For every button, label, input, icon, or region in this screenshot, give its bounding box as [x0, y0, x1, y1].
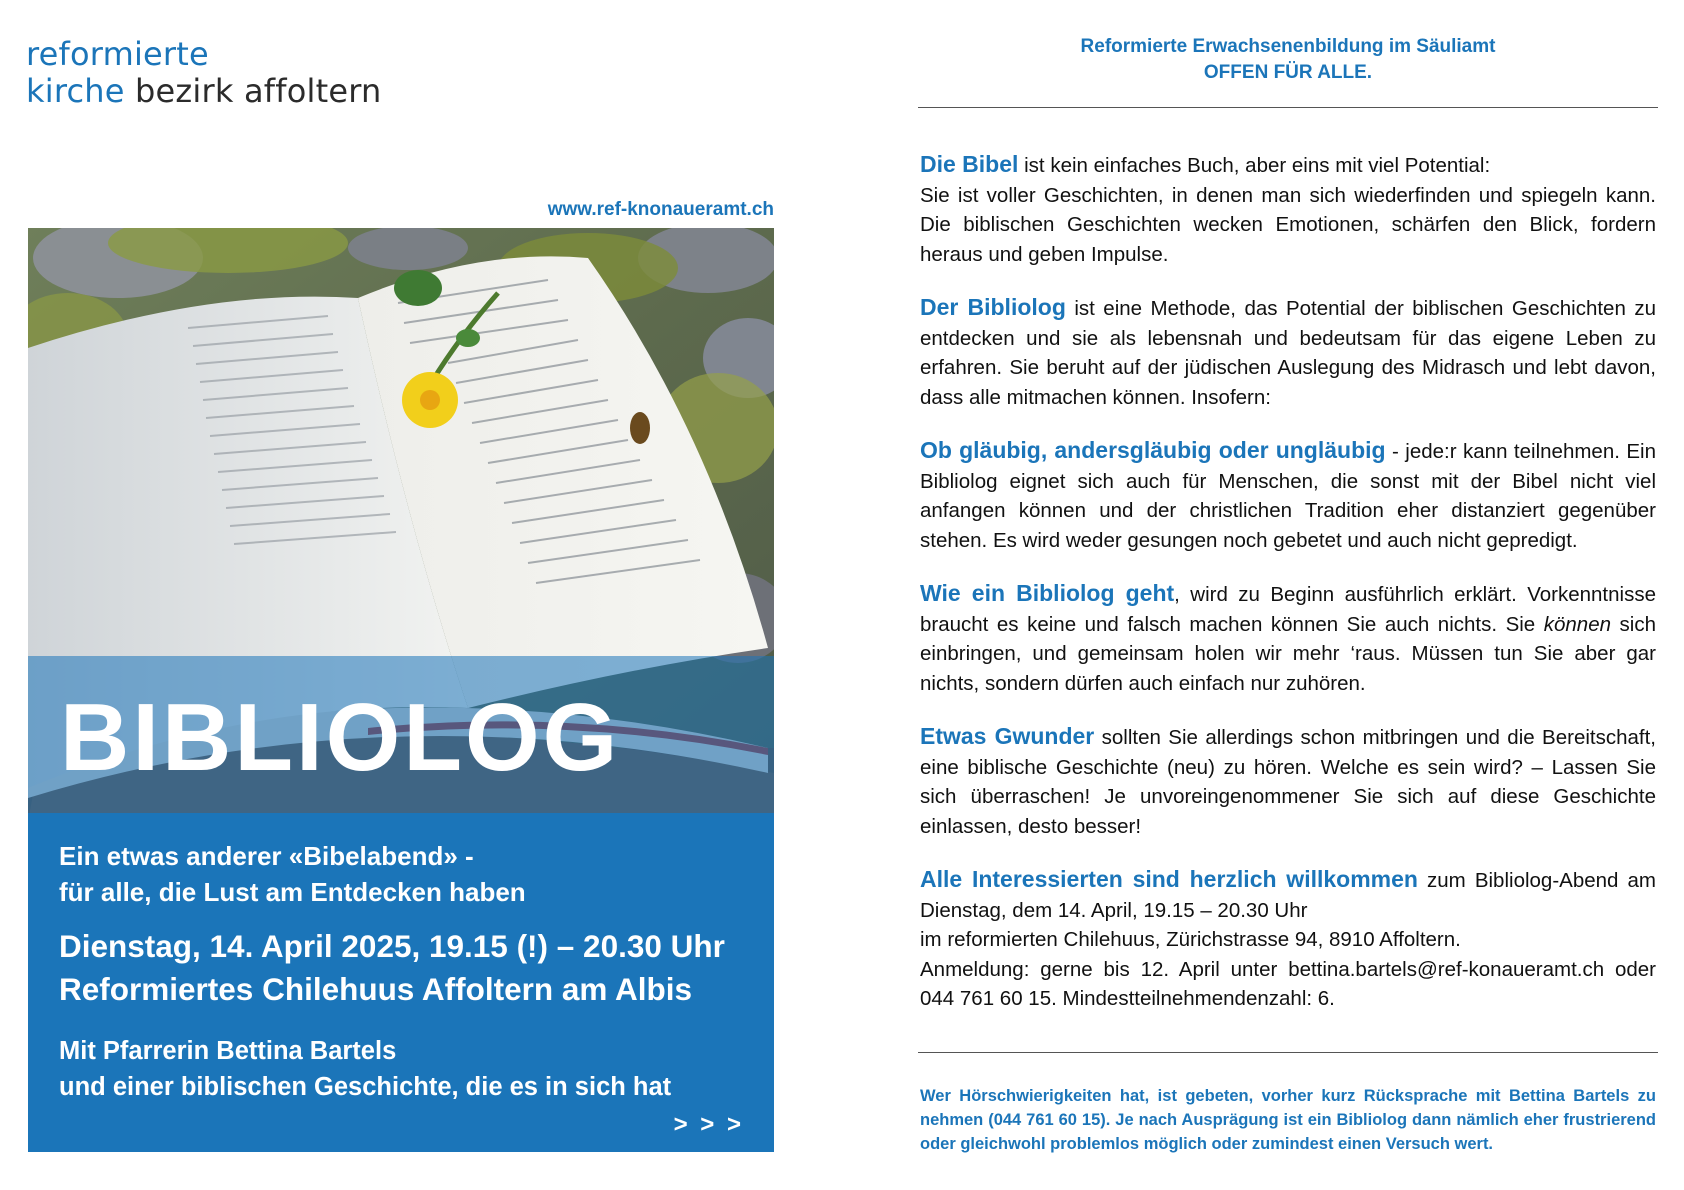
paragraph-lead: Etwas Gwunder [920, 723, 1095, 749]
right-header [918, 34, 1658, 86]
right-header-line-1: Reformierte Erwachsenenbildung im Säuliamt [1080, 36, 1496, 57]
event-info-box [28, 813, 774, 1152]
more-arrows: > > > [673, 1111, 744, 1138]
registration-info: Anmeldung: gerne bis 12. April unter bettina.bartels@ref-konaueramt.ch oder 044 761 60 15. Mindestteilnehmendenzahl: 6. [920, 957, 1656, 1010]
paragraph-text: - jede:r kann teilnehmen. Ein Bibliolog eignet sich auch für Menschen, die sonst mit der Bibel nicht viel anfangen können und der christlichen Tradition eher distanziert gegenüber stehen. Es wird weder gesungen noch gebetet und auch nicht gepredigt. [920, 440, 1656, 552]
paragraph-bibliolog [920, 293, 1656, 412]
right-header-line-2: OFFEN FÜR ALLE. [1203, 62, 1373, 83]
top-divider [918, 107, 1658, 108]
flyer-title: BIBLIOLOG [60, 684, 621, 791]
logo-word-kirche: kirche [26, 72, 125, 110]
event-location: Reformiertes Chilehuus Affoltern am Albis [59, 971, 693, 1007]
paragraph-gwunder [920, 722, 1656, 841]
event-subtitle-line-2: für alle, die Lust am Entdecken haben [59, 877, 526, 907]
paragraph-text: , wird zu Beginn ausführlich erklärt. Vorkenntnisse braucht es keine und falsch machen können Sie auch nichts. Sie [920, 583, 1656, 636]
paragraph-text: ist eine Methode, das Potential der biblischen Geschichten zu entdecken und sie als lebensnah und bedeutsam für das eigene Leben zu erfahren. Sie beruht auf der jüdischen Auslegung des Midrasch und lebt davon, dass alle mitmachen können. Insofern: [920, 297, 1656, 409]
website-link[interactable]: www.ref-knonaueramt.ch [547, 199, 774, 220]
event-date-location [59, 925, 725, 1011]
paragraph-text: ist kein einfaches Buch, aber eins mit viel Potential: [1018, 154, 1491, 177]
paragraph-lead: Ob gläubig, andersgläubig oder ungläubig [920, 437, 1386, 463]
paragraph-bibel [920, 150, 1656, 269]
church-logo [26, 36, 381, 110]
description-body [920, 150, 1656, 1038]
paragraph-emphasis: können [1543, 612, 1612, 636]
paragraph-lead: Der Bibliolog [920, 294, 1066, 320]
logo-line-1: reformierte [26, 35, 209, 73]
paragraph-lead: Wie ein Bibliolog geht [920, 580, 1175, 606]
hearing-note: Wer Hörschwierigkeiten hat, ist gebeten, vorher kurz Rücksprache mit Bettina Bartels zu nehmen (044 761 60 15). Je nach Ausprägung ist ein Bibliolog dann nämlich eher frustrierend oder gleichwohl problemlos möglich oder zumindest einen Versuch wert. [920, 1087, 1656, 1153]
paragraph-lead: Alle Interessierten sind herzlich willkommen [920, 866, 1418, 892]
event-host-line-2: und einer biblischen Geschichte, die es in sich hat [59, 1073, 672, 1101]
paragraph-lead: Die Bibel [920, 151, 1019, 177]
bottom-divider [918, 1052, 1658, 1053]
logo-line-2 [26, 73, 381, 110]
paragraph-how [920, 579, 1656, 698]
event-date: Dienstag, 14. April 2025, 19.15 (!) – 20.30 Uhr [59, 928, 725, 964]
venue-address: im reformierten Chilehuus, Zürichstrasse 94, 8910 Affoltern. [920, 928, 1461, 951]
event-host [59, 1033, 671, 1105]
logo-word-bezirk: bezirk affoltern [124, 72, 382, 110]
event-host-line-1: Mit Pfarrerin Bettina Bartels [59, 1037, 397, 1065]
event-subtitle-line-1: Ein etwas anderer «Bibelabend» - [59, 841, 474, 871]
paragraph-text-end: sich einbringen, und gemeinsam holen wir mehr ‘raus. Müssen tun Sie aber gar nichts, sondern dürfen auch einfach nur zuhören. [920, 612, 1656, 695]
paragraph-text: zum Bibliolog-Abend am Dienstag, dem 14. April, 19.15 – 20.30 Uhr [920, 869, 1656, 922]
paragraph-audience [920, 436, 1656, 555]
event-subtitle [59, 838, 526, 910]
paragraph-text: sollten Sie allerdings schon mitbringen und die Bereitschaft, eine biblische Geschichte (neu) zu hören. Welche es sein wird? – Lassen Sie sich überraschen! Je unvoreingenommener Sie sich auf diese Geschichte einlassen, desto besser! [920, 726, 1656, 838]
paragraph-welcome [920, 865, 1656, 1014]
paragraph-text-rest: Sie ist voller Geschichten, in denen man sich wiederfinden und spiegeln kann. Die biblischen Geschichten wecken Emotionen, schärfen den Blick, fordern heraus und geben Impulse. [920, 183, 1656, 266]
